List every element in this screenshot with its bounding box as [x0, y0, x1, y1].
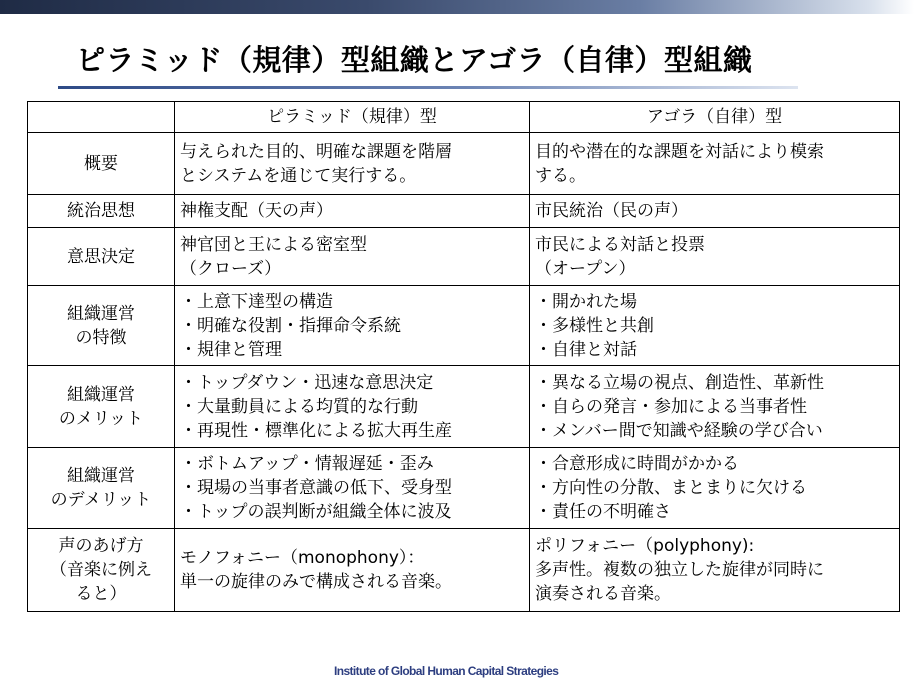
table-row — [28, 195, 900, 228]
cell-line: 単一の旋律のみで構成される音楽。 — [180, 572, 452, 592]
cell-line: 多声性。複数の独立した旋律が同時に — [535, 560, 824, 580]
cell-line: ・再現性・標準化による拡大再生産 — [180, 420, 452, 441]
cell-line: 目的や潜在的な課題を対話により模索 — [535, 141, 824, 162]
agora-cell — [530, 366, 900, 448]
row-label-line: のデメリット — [50, 490, 152, 510]
cell-line: ・トップダウン・迅速な意思決定 — [180, 372, 434, 393]
cell-line: 市民統治（民の声） — [535, 201, 688, 221]
institute-logo: Institute of Global Human Capital Strategies — [334, 664, 559, 678]
pyramid-cell — [175, 133, 530, 195]
pyramid-cell — [175, 228, 530, 286]
row-label-line: 統治思想 — [67, 201, 135, 221]
cell-line: ・規律と管理 — [180, 339, 282, 360]
cell-line: とシステムを通じて実行する。 — [180, 165, 417, 186]
row-label — [28, 195, 175, 228]
table-row — [28, 529, 900, 612]
agora-cell — [530, 228, 900, 286]
cell-line: ・責任の不明確さ — [535, 502, 671, 522]
cell-line: ・ボトムアップ・情報遅延・歪み — [180, 454, 434, 474]
cell-line: 神官団と王による密室型 — [180, 234, 367, 255]
table-header-row — [28, 102, 900, 133]
cell-line: ポリフォニー（polyphony): — [535, 536, 755, 556]
table-row — [28, 133, 900, 195]
cell-line: ・明確な役割・指揮命令系統 — [180, 315, 401, 336]
table-row — [28, 448, 900, 529]
row-label-line: の特徴 — [75, 327, 127, 348]
row-label — [28, 286, 175, 366]
table-row — [28, 286, 900, 366]
row-label-line: 概要 — [84, 153, 118, 174]
cell-line: 与えられた目的、明確な課題を階層 — [180, 141, 452, 162]
cell-line: （オープン） — [535, 258, 636, 279]
pyramid-cell — [175, 366, 530, 448]
table-row — [28, 366, 900, 448]
agora-cell — [530, 133, 900, 195]
cell-line: モノフォニー（monophony）： — [180, 548, 425, 568]
row-label-line: （音楽に例え — [50, 560, 152, 580]
agora-cell — [530, 195, 900, 228]
column-header-agora: アゴラ（自律）型 — [530, 102, 900, 133]
cell-line: する。 — [535, 165, 586, 186]
table-row — [28, 228, 900, 286]
row-label-line: 声のあげ方 — [58, 536, 144, 556]
cell-line: ・現場の当事者意識の低下、受身型 — [180, 478, 452, 498]
cell-line: ・異なる立場の視点、創造性、革新性 — [535, 372, 824, 393]
cell-line: ・上意下達型の構造 — [180, 291, 333, 312]
title-underline — [58, 86, 798, 89]
cell-line: ・トップの誤判断が組織全体に波及 — [180, 502, 452, 522]
cell-line: 市民による対話と投票 — [535, 234, 705, 255]
slide-title: ピラミッド（規律）型組織とアゴラ（自律）型組織 — [76, 43, 753, 77]
comparison-table — [27, 101, 900, 612]
cell-line: 演奏される音楽。 — [535, 584, 671, 604]
pyramid-cell — [175, 286, 530, 366]
top-banner — [0, 0, 914, 14]
pyramid-cell — [175, 195, 530, 228]
row-label — [28, 448, 175, 529]
corner-cell — [28, 102, 175, 133]
cell-line: ・メンバー間で知識や経験の学び合い — [535, 420, 823, 441]
cell-line: ・方向性の分散、まとまりに欠ける — [535, 478, 807, 498]
row-label — [28, 133, 175, 195]
row-label-line: 組織運営 — [67, 384, 135, 405]
row-label-line: ると） — [75, 584, 127, 604]
row-label — [28, 529, 175, 612]
agora-cell — [530, 448, 900, 529]
cell-line: ・合意形成に時間がかかる — [535, 454, 739, 474]
cell-line: ・自らの発言・参加による当事者性 — [535, 396, 807, 417]
agora-cell — [530, 286, 900, 366]
row-label-line: 組織運営 — [67, 303, 135, 324]
column-header-pyramid: ピラミッド（規律）型 — [175, 102, 530, 133]
pyramid-cell — [175, 529, 530, 612]
row-label — [28, 366, 175, 448]
cell-line: ・自律と対話 — [535, 339, 637, 360]
cell-line: ・開かれた場 — [535, 291, 637, 312]
agora-cell — [530, 529, 900, 612]
row-label — [28, 228, 175, 286]
row-label-line: 組織運営 — [67, 466, 135, 486]
pyramid-cell — [175, 448, 530, 529]
row-label-line: 意思決定 — [67, 246, 135, 267]
cell-line: ・多様性と共創 — [535, 315, 654, 336]
cell-line: 神権支配（天の声） — [180, 201, 333, 221]
cell-line: （クローズ） — [180, 258, 282, 279]
row-label-line: のメリット — [58, 408, 144, 429]
cell-line: ・大量動員による均質的な行動 — [180, 396, 418, 417]
